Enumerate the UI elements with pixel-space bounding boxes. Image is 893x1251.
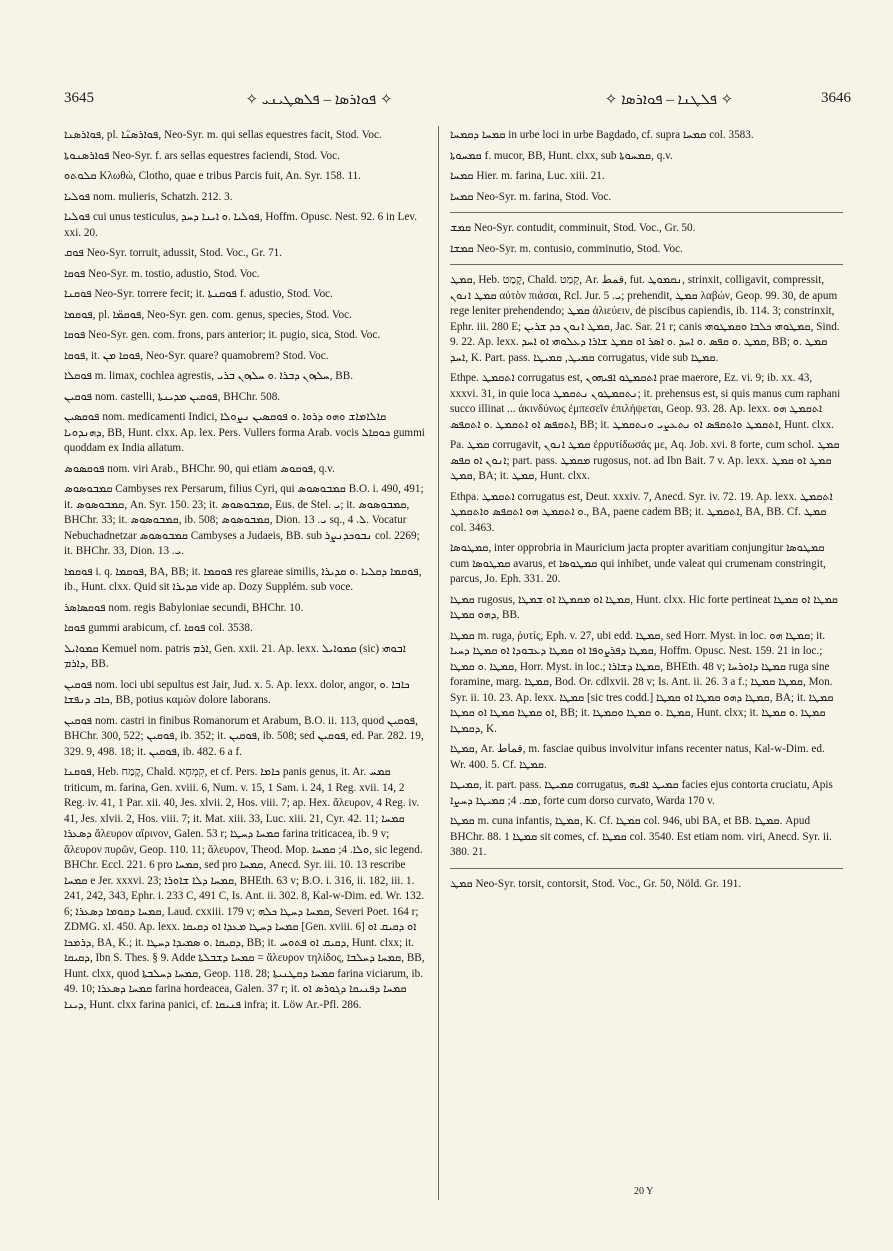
- section-rule: [450, 868, 843, 869]
- signature-mark: 20 Y: [634, 1186, 654, 1197]
- entry: Pa. ܩܡܛ corrugavit, ܩܡܛ ܐܢܘܢ ἐρρυτίδωσάς με, Aq. Job. xvi. 8 forte, cum schol. ܩܡܛ ܐܢܘܢ ܐܘ ܩܦܣ; part. pass. ܡܩܡܛ rugosus, not. ad Ibn Bait. 7 v. Ap. lexx. ܩܡܛ ܐܘ ܩܡܛ ܩܡܛ, BA; it. ܩܡܛ, Hunt. clxx.: [450, 439, 840, 482]
- entry: ܩܡܛܐ m. ruga, ῥυτίς, Eph. v. 27, ubi edd. ܩܡܛܐ, sed Horr. Myst. in loc. ܩܡܛܐ ܗܘ; it. ܩܡܛܐ ܕܦܪܨܘܦܐ ܐܘ ܩܡܛܐ ܕܥܒܘܕܐ ܐܘ ܩܡܛܐ ܕܚܝܐ, Hoffm. Opusc. Nest. 159. 21 in loc.; ܩܡܛܐ .ܘ ܩܡܛܐ, Horr. Myst. in loc.; ܩܡܛܐ ܕܫܐܪܐ, BHEth. 48 v; ܩܡܛܐ ܕܐܘܪܚܐ ruga sine foramine, marg. ܩܡܛܐ, Bod. Or. cdlxvii. 28 v; Is. Ant. ii. 26. 3 a f.; ܩܡܛܐ ܩܡܛܐ, Mon. Syr. ii. 10. 23. Ap. lexx. ܩܡܛܐ [sic tres codd.] ܩܡܛܐ ܕܗܘ ܩܡܛܐ ܐܘ ܩܡܛܐ, BA; it. ܩܡܛܐ ܐܘ ܩܡܛܐ ܩܡܛܐ ܐܘ ܩܡܛܐ, BB; it. ܩܡܛܐ .ܘ ܩܡܛܐ ܘܩܡܛܐ, Hunt. clxx; it. ܩܡܛܐ .ܘ ܩܡܛܐ ܕܩܡܛܐ, K.: [450, 629, 834, 735]
- section-rule: [450, 264, 843, 265]
- entry: ܦܘܐܪܣܢܘܬܐ Neo-Syr. f. ars sellas equestres faciendi, Stod. Voc.: [64, 149, 340, 162]
- entry: ܦܘܩܐ Neo-Syr. m. tostio, adustio, Stod. Voc.: [64, 267, 260, 280]
- running-head-left: ✧ ܦܘܐܪܣܐ – ܦܠܣܛܝܢܝ ✧: [245, 92, 393, 108]
- entry: ܩܡܫ Neo-Syr. contudit, comminuit, Stod. Voc., Gr. 50.: [450, 222, 696, 234]
- entry: ܦܘܩܢܐ Neo-Syr. torrere fecit; it. ܦܘܩܢܬܐ f. adustio, Stod. Voc.: [64, 288, 333, 300]
- column-divider: [438, 126, 439, 1200]
- entry: ܩܡܚܐ ܕܩܡܚܐ in urbe loci in urbe Bagdado, cf. supra ܩܡܚܐ col. 3583.: [450, 129, 754, 141]
- entry: ܩܡܚܘܬܐ f. mucor, BB, Hunt. clxx, sub ܩܡܚܘܬܐ, q.v.: [450, 149, 673, 162]
- entry: ܦܘܠܝܐ nom. mulieris, Schatzh. 212. 3.: [64, 190, 233, 203]
- entry: ܩܡܛܐ, Ar. قماط, m. fasciae quibus involvitur infans recenter natus, Kal-w-Dim. ed. Wr. 400. 5. Cf. ܩܡܛܐ.: [450, 743, 825, 771]
- entry: ܦܘܩܠܐ m. limax, cochlea agrestis, ܚܠܙܘܢ ܕܒܪܐ .ܘ ܚܠܙܘܢ ܒܪܝ, BB.: [64, 370, 354, 382]
- entry: ܩܡܚܐ Hier. m. farina, Luc. xiii. 21.: [450, 170, 605, 182]
- entry: ܩܡܘܐܝܠ Kemuel nom. patris ܐܪܡ, Gen. xxii. 21. Ap. lexx. ܩܡܘܐܝܠ (sic) ܐܒܘܗܝ ܕܐܪܡ, BB.: [64, 642, 406, 670]
- page-number-left: 3645: [64, 90, 94, 106]
- entry: ܦܘܩܝܢ nom. loci ubi sepultus est Jair, Jud. x. 5. Ap. lexx. dolor, angor, ܟܐܒܐ .ܘ ܟܐܒ ܕܢܦܫܐ, BB, potius καμὼν dolore laborans.: [64, 678, 410, 706]
- entry: ܦܘܩܣܝܢ nom. medicamenti Indici, ܩܐܠܐܡܐܫ ܘܗܘ ܕܪܘܐ .ܘ ܦܘܩܣܝܢ ܢܨܘܠܐ ܕܗܢܕܘܝܐ, BB, Hunt. clxx. Ap. lex. Pers. Vullers forma Arab. vocis ܟܘܩܐܠ gummi quoddam ex India allatum.: [64, 411, 425, 454]
- entry: ܩܡܚܐ Neo-Syr. m. farina, Stod. Voc.: [450, 190, 612, 203]
- entry: ܦܘܩܣܐܣܪ nom. regis Babyloniae secundi, BHChr. 10.: [64, 601, 304, 614]
- column-right: [450, 128, 843, 897]
- entry: ܦܘܩܡܐ, pl. ܦܘܩܡ̈ܐ, Neo-Syr. gen. com. genus, species, Stod. Voc.: [64, 308, 352, 321]
- entry: Ethpe. ܐܬܩܡܛ corrugatus est, ܐܬܩܡܛܘ ܐܦܝܗܘܢ prae maerore, Ez. vi. 9; ib. xx. 43, xxxvi. 31, in quie loca ܢܬܩܡܛܘܢ ܢܬܩܡܛ; it. prehensus est, si quis manus cum raphani succo illinat ... ἀκινδύνως ἐμπεσεῖν ἐπιλήψεται, Geop. 93. 28. Ap. lexx. ܐܬܩܡܛ ܗܘ ܐܬܩܦܣ ܐܘ ܐܬܩܡܛ .ܘ ܐܬܩܦܣ, BB; it. ܐܬܩܡܛ ܘܐܬܩܦܣ ܐܘ ܢܬܥܨܝ ܘܢܬܩܡܛ, Hunt. clxx.: [450, 372, 841, 431]
- entry: ܩܡܛܘܣܐ, inter opprobria in Mauricium jacta propter avaritiam conjungitur ܩܡܛܘܣܐ cum ܩܡܛܘܣܐ avarus, et ܩܡܛܘܣܐ qui inhibet, unde valeat qui crumenam constringit, parcus, Jo. Eph. 331. 20.: [450, 542, 826, 585]
- running-head-right: ✧ ܦܠܛܢܐ – ܦܘܐܪܣܐ ✧: [604, 92, 734, 108]
- entry: ܦܘܠܝܐ cui unus testiculus, ܦܘܠܝܐ .ܘ ܐܝܢܐ ܕܚܕ, Hoffm. Opusc. Nest. 92. 6 in Lev. xxi. 20.: [64, 211, 418, 239]
- page-header: [64, 90, 851, 116]
- entry: ܦܘܩ Neo-Syr. torruit, adussit, Stod. Voc., Gr. 71.: [64, 247, 283, 259]
- entry: Ethpa. ܐܬܩܡܛ corrugatus est, Deut. xxxiv. 7, Anecd. Syr. iv. 72. 19. Ap. lexx. ܐܬܩܡܛ .ܘ ܐܬܩܡܛ ܗܘ ܐܬܩܦܣ ܘܐܬܩܡܛ, BA, paene cadem BB; it. ܐܬܩܡܛ, BA, BB. Cf. ܩܡܛ col. 3463.: [450, 490, 833, 534]
- page-number-right: 3646: [821, 90, 851, 106]
- column-left: [64, 128, 427, 1018]
- entry: ܦܘܩܐ, it. ܦܘܩܐ ܡܢ, Neo-Syr. quare? quamobrem? Stod. Voc.: [64, 349, 329, 362]
- entry: ܦܘܩܡܐ i. q. ܦܘܩܡܐ, BA, BB; it. ܦܘܩܡܐ res glareae similis, ܦܘܩܡܐ ܕܩܠܝܐ .ܘ ܩܕܝܪܐ, ib., Hunt. clxx. Quid sit ܩܕܝܪܐ vide ap. Dozy Supplém. sub voce.: [64, 565, 422, 593]
- entry: ܦܘܐܪܣܢܐ, pl. ܦܘܐܪܣܢ̈ܐ, Neo-Syr. m. qui sellas equestres facit, Stod. Voc.: [64, 129, 382, 141]
- entry: ܦܘܩܝܢ nom. castri in finibus Romanorum et Arabum, B.O. ii. 113, quod ܦܘܩܝܢ, BHChr. 300, 522; ܦܘܩܝܢ, ib. 352; it. ܦܘܩܝܢ, ib. 508; sed ܦܘܩܝܢ, ed. Par. 282. 19, 329. 9, 498. 18; it. ܦܘܩܝܢ, ib. 482. 6 a f.: [64, 714, 424, 758]
- entry: ܦܘܩܢܐ, Heb. קֶמַח, Chald. קִמְחָא, et cf. Pers. ܟܐܡܐ panis genus, it. Ar. ܩܡܚ triticum, m. farina, Gen. xviii. 6, Num. v. 15, 1 Sam. i. 24, 1 Reg. xvii. 14, 2 Reg. iv. 41, 1 Par. xii. 40, Jes. xlvii. 2, Hos. viii. 7; ap. Hex. ἄλευρον, 4 Reg. iv. 41, Jes. xlvii. 2, Hos. viii. 7; it. Mat. xiii. 33, Luc. xiii. 21, Cyr. 42. 11; ܩܡܚܐ ܕܣܥܪܐ ἄλευρον αἴρινον, Galen. 53 r; ܩܡܚܐ ܕܚܛܐ farina triticacea, ib. 9 v; ἄλευρον πυρῶν, Geop. 110. 11; ἄλευρον, Theod. Mop. ܘܠܐ. 4; ܩܡܚܐ, sic legend. BHChr. Eccl. 221. 6 pro ܩܡܚܐ, sed pro ܩܡܚܐ, Anecd. Syr. iii. 10. 13 rescribe ܩܡܚܐ e Jer. xxxvi. 23; ܩܡܚܐ ܕܠܐ ܫܐܘܪܐ, BHEth. 63 v; B.O. i. 316, ii. 182, iii. 1. 241, 242, 343, Ephr. i. 233 C, 491 C, Is. Ant. ii. 302. 8, Kal-w-Dim. ed. Wr. 132. 6; ܩܡܚܐ ܕܩܘܡܐ ܕܣܥܪܐ, Laud. cxxiii. 179 v; ܩܡܚܐ ܕܚܛܐ ܟܠܗ, Severi Poet. 164 r; ZDMG. xl. 450. Ap. lexx. ܩܡܚܐ ܕܚܛܐ ܡܥܕܐ ܐܘ ܕܩܝܩܐ [Gen. xviii. 6] ܐܘ ܕܩܝܩ ܐܘ ܕܪܡܟܐ, BA, K.; it. ܕܩܝܩܐ .ܘ ܣܡܝܕܐ ܕܚܛܐ, BB; it. ܕܩܝܩ ܐܘ ܦܬܘܚ, Hunt. clxx; it. ܕܩܝܩܐ, Ibn S. Thes. § 9. Adde ܩܡܚܐ ܕܫܒܠܬܐ = ἄλευρον τηλίδος, ܩܡܚܐ ܕܚܠܒܐ, BB, Hunt. clxx, quod ܩܡܚܐ ܕܚܠܒܬܐ, Geop. 118. 28; ܩܡܚܐ ܕܩܛܢܝܬܐ farina viciarum, ib. 49. 10; ܩܡܚܐ ܕܣܥܪܐ farina hordeacea, Galen. 37 r; it. ܩܡܚܐ ܕܦܢܝܩܐ ܕܓܘܪܣ ܐܘ ܕܝܢܐ, Hunt. clxx farina panici, cf. ܦܢܝܩܐ infra; it. Löw Ar.-Pfl. 286.: [64, 766, 425, 1011]
- entry: ܩܡܝܛܐ, it. part. pass. ܩܡܝܛܐ corrugatus, ܩܡܝܛ ܐܦܝܗ facies ejus contorta cruciatu, Apis ܡܩ. 4; ܩܡܝܛܐ ܕܚܨܐ, forte cum dorso curvato, Warda 170 v.: [450, 779, 833, 807]
- entry: ܩܡܒܘܣܘܣ Cambyses rex Persarum, filius Cyri, qui ܩܡܒܘܣܘܣ B.O. i. 490, 491; it. ܩܡܒܘܣܘܣ, An. Syr. 150. 23; it. ܩܡܒܘܣܘܣ, Eus. de Stel. ܝ; it. ܩܡܒܘܣܘܣ, BHChr. 33; it. ܩܡܒܘܣܘܣ, ib. 508; ܩܡܒܘܣܘܣ, Dion. ܝ. 13 sq., ܠ. 4. Vocatur Nebuchadnetzar ܩܡܒܘܣܘܣ Cambyses a Judaeis, BB. sub ܢܒܘܟܕܢܨܪ col. 2269; it. BHChr. 33, Dion. ܝ. 13.: [64, 483, 424, 557]
- entry: ܩܡܫܐ Neo-Syr. m. contusio, comminutio, Stod. Voc.: [450, 242, 683, 255]
- entry: ܩܡܛܐ m. cuna infantis, ܩܡܛܐ, K. Cf. ܩܡܛܐ col. 946, ubi BA, et BB. ܩܡܛܐ. Apud BHChr. 88. 1 ܩܡܛܐ sit comes, cf. ܩܡܛܐ col. 3540. Est etiam nom. viri, Anecd. Syr. ii. 380. 21.: [450, 815, 832, 858]
- entry: ܦܘܩܣܘܣ nom. viri Arab., BHChr. 90, qui etiam ܦܘܩܘܣ, q.v.: [64, 462, 335, 475]
- section-rule: [450, 212, 843, 213]
- entry: ܩܡܛ Neo-Syr. torsit, contorsit, Stod. Voc., Gr. 50, Nöld. Gr. 191.: [450, 877, 742, 890]
- entry: ܦܘܩܐ gummi arabicum, cf. ܦܘܩܐ col. 3538.: [64, 622, 253, 634]
- entry: ܩܡܛܐ rugosus, ܩܡܛܐ ܐܘ ܡܩܡܛܐ ܐܘ ܫܡܛܐ, Hunt. clxx. Hic forte pertineat ܩܡܛܐ ܐܘ ܩܡܛܐ ܕܗܘ ܩܡܛܐ, BB.: [450, 593, 839, 621]
- entry: ܦܘܩܝܢ nom. castelli, ܦܘܩܝܢ ܡܕܝܢܬܐ, BHChr. 508.: [64, 390, 281, 403]
- entry: ܩܠܘܬܘ Κλωθώ, Clotho, quae e tribus Parcis fuit, An. Syr. 158. 11.: [64, 170, 361, 182]
- entry: ܦܘܩܐ Neo-Syr. gen. com. frons, pars anterior; it. pugio, sica, Stod. Voc.: [64, 329, 381, 341]
- entry: ܩܡܛ, Heb. קָמַט, Chald. קְמַט, Ar. قمط, fut. ܢܩܡܘܛ, strinxit, colligavit, compressit, ܩܡܛ ܐܢܘܢ αὐτὸν πιάσαι, Rcl. Jur. ܝ. 5; prehendit, ܩܡܛ λαβών, Geop. 99. 30, de apum rege leniter prehendendo; ܩܡܛ ἀλιεύειν, de piscibus capiendis, ib. 114. 3; constrinxit, Ephr. iii. 280 E; ܩܡܛ ܐܢܘܢ ܟܕ ܫܪܝܢ, Jac. Sar. 21 r; canis ܩܡܛܘܗܝ ܟܠܒܐ ܘܩܡܛܘܗܝ, Sind. 9. 22. Ap. lexx. ܩܡܛ .ܘ ܩܦܣ .ܘ ܐܚܕ .ܘ ܐܣܪ ܐܘ ܩܡܛ ܫܐܪܐ ܕܥܠܘܗܝ ܐܘ ܐܚܕ, BB; ܩܡܛ .ܘ ܐܚܕ, K. Part. pass. ܩܡܝܛ, ܩܡܝܛܐ corrugatus, vide sub ܩܡܛܐ.: [450, 274, 840, 364]
